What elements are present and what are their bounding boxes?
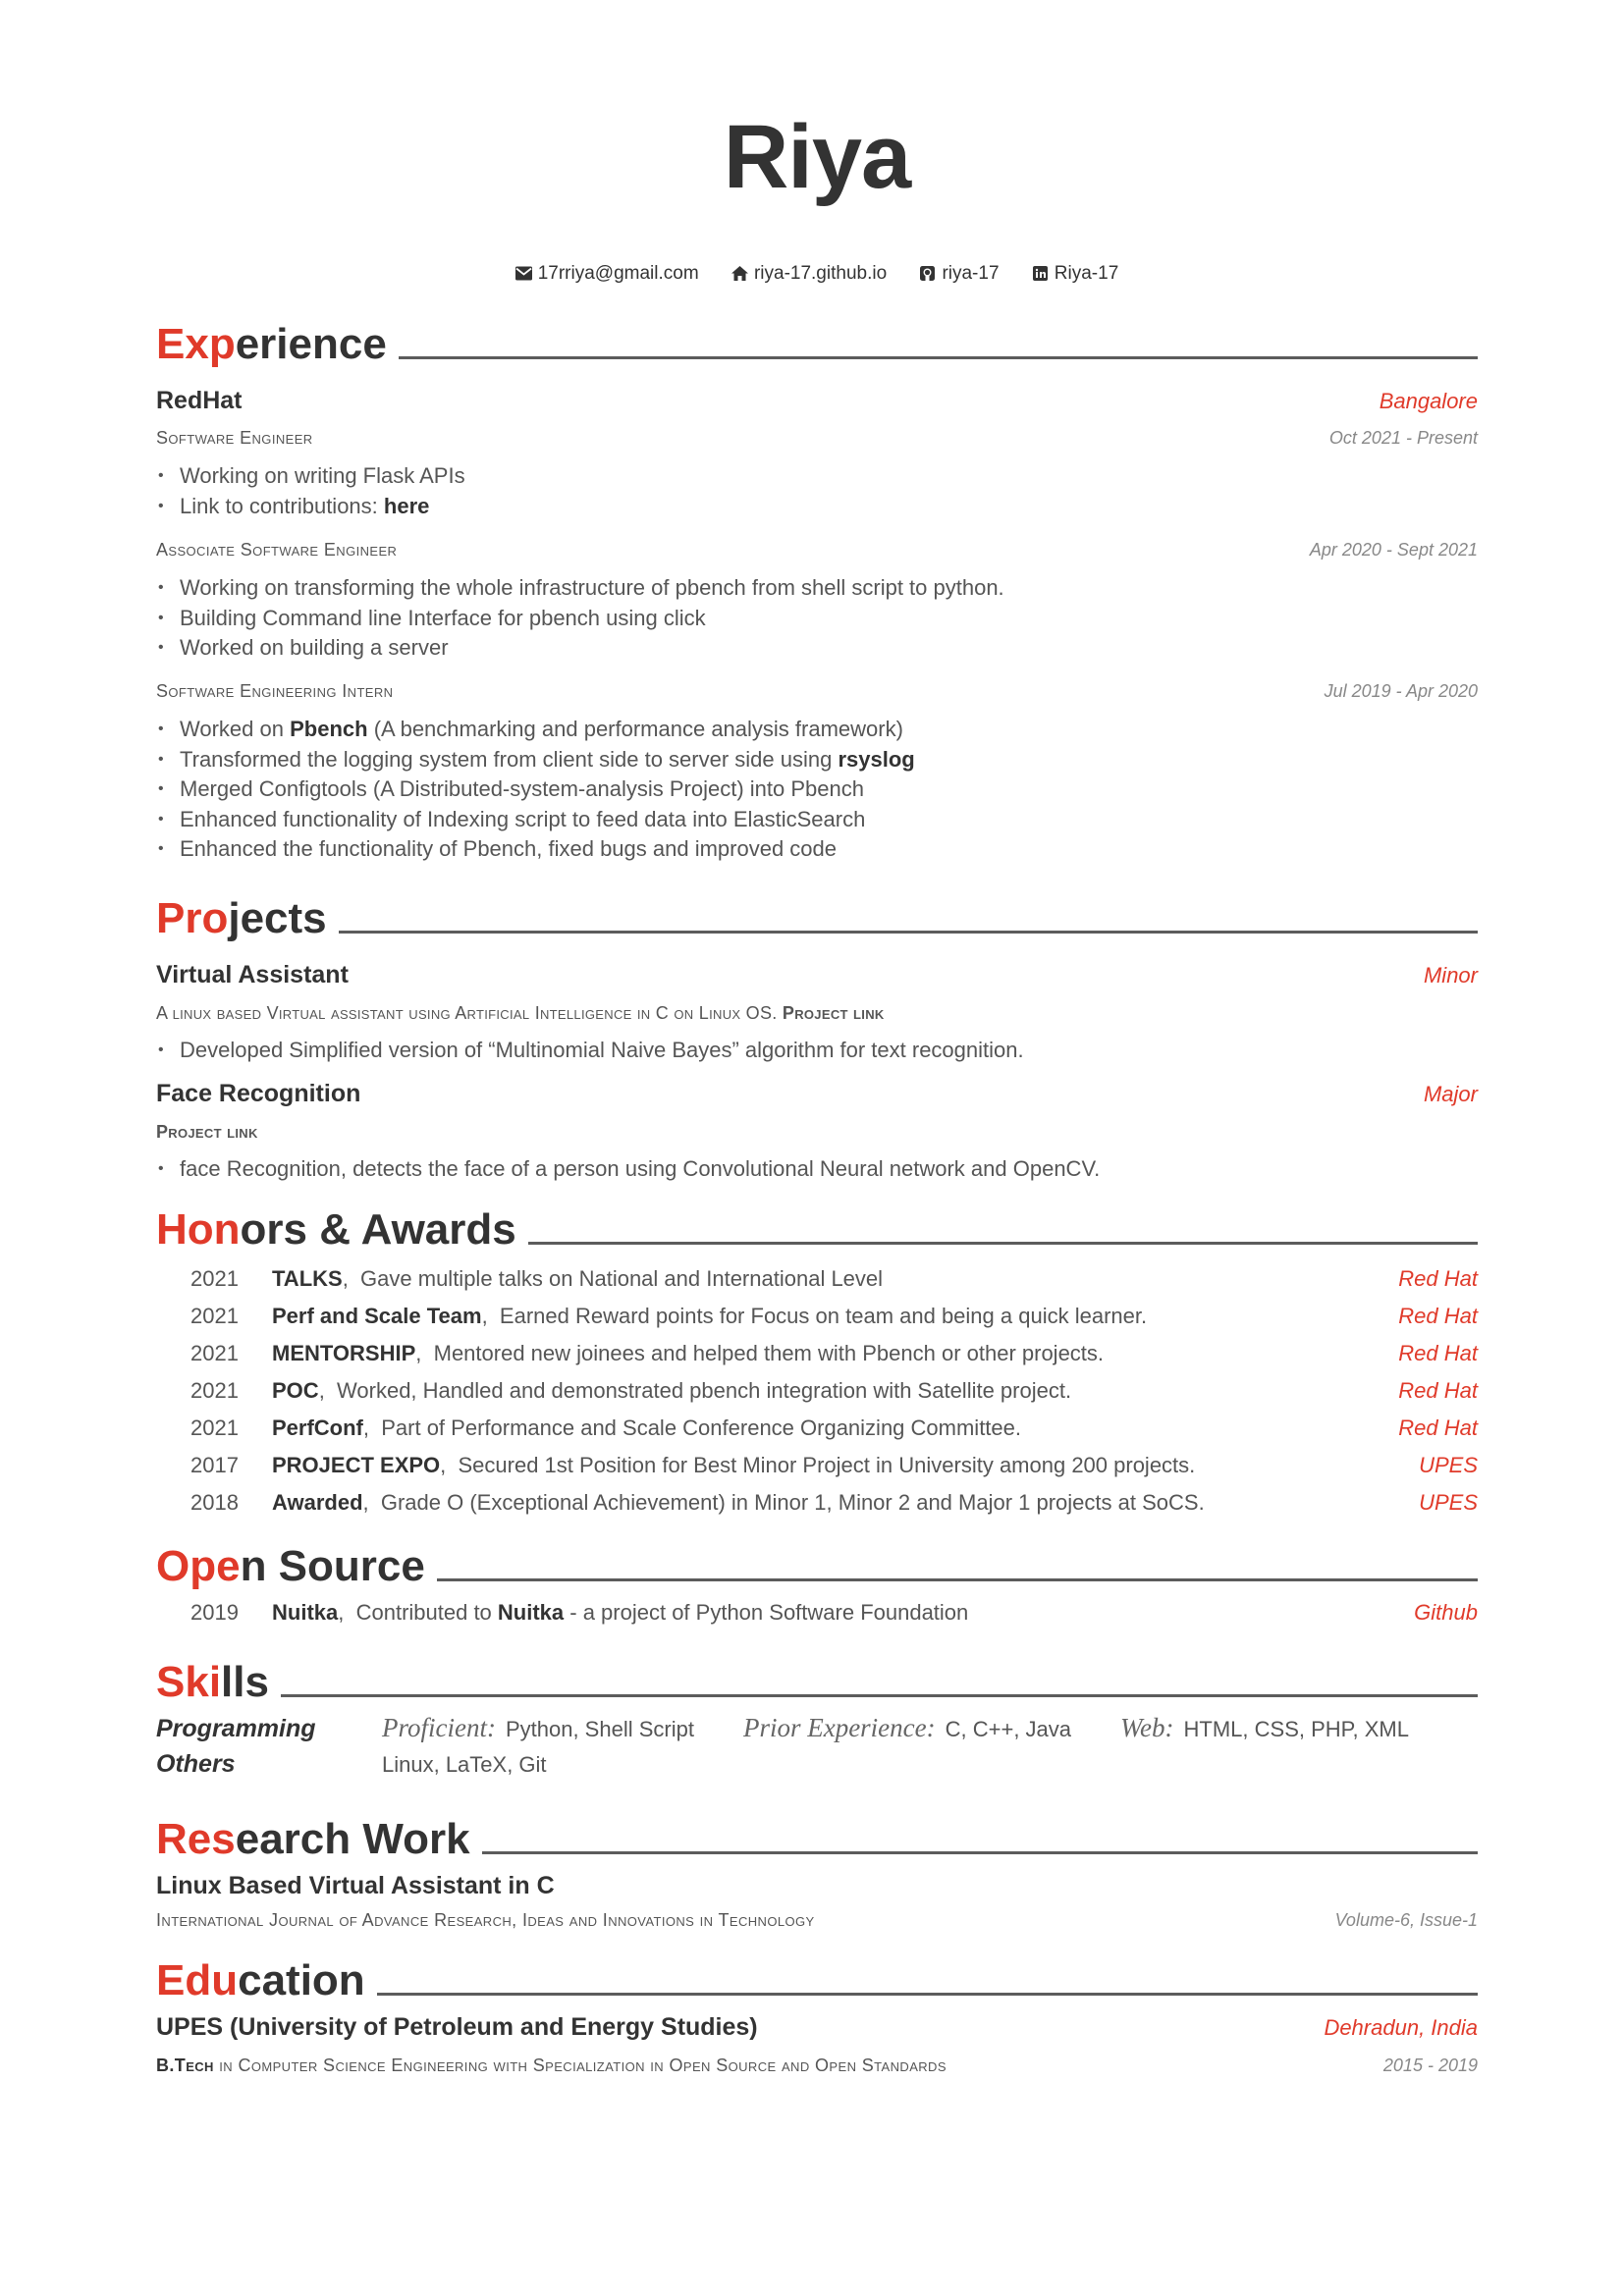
section-title-rest: ors & Awards: [240, 1205, 516, 1254]
honor-title: PerfConf: [272, 1415, 363, 1440]
honor-org: Red Hat: [1398, 1341, 1478, 1365]
bullet-bold: rsyslog: [838, 746, 915, 772]
honor-title: PROJECT EXPO: [272, 1453, 441, 1477]
honor-org: Red Hat: [1398, 1378, 1478, 1403]
degree: [156, 2056, 947, 2076]
skill-label: Proficient:: [382, 1713, 496, 1742]
honor-row: [156, 1378, 1478, 1404]
honor-title: TALKS: [272, 1266, 343, 1291]
honor-title: Perf and Scale Team: [272, 1304, 482, 1328]
role-bullets: [156, 715, 915, 865]
contact-website[interactable]: [731, 263, 887, 285]
skill-value: Linux, LaTeX, Git: [382, 1752, 547, 1777]
degree-name: B.Tech: [156, 2056, 214, 2075]
school-name: UPES (University of Petroleum and Energy Studies): [156, 2013, 758, 2041]
role-row: [156, 428, 1478, 449]
section-honors-title: [156, 1200, 1478, 1255]
school-location: Dehradun, India: [1324, 2015, 1478, 2040]
section-divider: [281, 1694, 1478, 1697]
opensource-desc-pre: Contributed to: [355, 1600, 498, 1625]
skill-category: Others: [156, 1750, 236, 1778]
honor-row: [156, 1415, 1478, 1441]
education-school-row: [156, 2013, 1478, 2042]
opensource-title: Nuitka: [272, 1600, 339, 1625]
bullet-text: Transformed the logging system from client side to server side using: [180, 746, 839, 772]
research-title-row: [156, 1872, 1478, 1900]
honor-year: 2021: [190, 1266, 239, 1291]
honor-desc: Worked, Handled and demonstrated pbench integration with Satellite project.: [337, 1378, 1072, 1403]
journal-name: International Journal of Advance Research, Ideas and Innovations in Technology: [156, 1910, 815, 1930]
honor-desc: Gave multiple talks on National and International Level: [360, 1266, 884, 1291]
honor-title: MENTORSHIP: [272, 1341, 416, 1365]
skill-value: HTML, CSS, PHP, XML: [1183, 1717, 1409, 1741]
honor-desc: Part of Performance and Scale Conference Organizing Committee.: [381, 1415, 1021, 1440]
github-icon: [919, 266, 936, 281]
project-row: [156, 961, 1478, 989]
project-bullets: [156, 1154, 1100, 1185]
honor-body: PerfConf, Part of Performance and Scale Conference Organizing Committee.: [272, 1415, 1021, 1440]
role-date: Apr 2020 - Sept 2021: [1309, 540, 1478, 560]
skill-label: Web:: [1120, 1713, 1174, 1742]
bullet-text: (A benchmarking and performance analysis framework): [367, 717, 903, 741]
bullet-text: Link to contributions:: [180, 493, 384, 518]
contact-github[interactable]: [919, 263, 999, 285]
section-education-title: [156, 1950, 1478, 2005]
section-title-highlight: Hon: [156, 1205, 241, 1254]
section-title-rest: erience: [235, 320, 387, 368]
honor-body: MENTORSHIP, Mentored new joinees and helped them with Pbench or other projects.: [272, 1341, 1105, 1365]
role-date: Oct 2021 - Present: [1328, 428, 1478, 448]
role-row: [156, 540, 1478, 561]
honor-year: 2021: [190, 1304, 239, 1328]
role-title: Software Engineer: [156, 428, 313, 448]
bullet-item: • Building Command line Interface for pbench using click: [156, 604, 1004, 634]
section-title-highlight: Ope: [156, 1542, 241, 1590]
education-degree-row: [156, 2056, 1478, 2076]
opensource-year: 2019: [190, 1600, 239, 1625]
section-title-rest: jects: [228, 894, 327, 942]
contact-github-text: riya-17: [942, 263, 1000, 284]
bullet-item: • Merged Configtools (A Distributed-system-analysis Project) into Pbench: [156, 774, 915, 805]
bullet-item: • Developed Simplified version of “Multinomial Naive Bayes” algorithm for text recognition.: [156, 1036, 1024, 1066]
honor-body: TALKS, Gave multiple talks on National and International Level: [272, 1266, 884, 1291]
bullet-item: [156, 715, 915, 745]
section-title-rest: lls: [221, 1658, 269, 1706]
opensource-org: Github: [1414, 1600, 1478, 1625]
honor-body: Awarded, Grade O (Exceptional Achievement) in Minor 1, Minor 2 and Major 1 projects at SoCS.: [272, 1490, 1205, 1515]
section-title-rest: earch Work: [235, 1815, 470, 1863]
bullet-item: [156, 492, 465, 522]
role-row: [156, 681, 1478, 702]
role-date: Jul 2019 - Apr 2020: [1324, 681, 1478, 701]
honor-body: POC, Worked, Handled and demonstrated pbench integration with Satellite project.: [272, 1378, 1072, 1403]
honor-desc: Mentored new joinees and helped them with Pbench or other projects.: [433, 1341, 1105, 1365]
company-name: RedHat: [156, 387, 243, 414]
section-title-highlight: Ski: [156, 1658, 222, 1706]
project-link[interactable]: Project link: [782, 1003, 885, 1023]
honor-org: Red Hat: [1398, 1415, 1478, 1440]
project-tag: Major: [1423, 1082, 1478, 1106]
honor-year: 2021: [190, 1378, 239, 1403]
opensource-desc-bold: Nuitka: [497, 1600, 565, 1625]
honor-body: PROJECT EXPO, Secured 1st Position for Best Minor Project in University among 200 projects.: [272, 1453, 1196, 1477]
section-title-highlight: Pro: [156, 894, 229, 942]
project-name: Face Recognition: [156, 1080, 361, 1107]
contact-linkedin[interactable]: [1032, 263, 1118, 285]
paper-title: Linux Based Virtual Assistant in C: [156, 1872, 555, 1899]
opensource-desc-post: - a project of Python Software Foundation: [564, 1600, 969, 1625]
honor-org: UPES: [1419, 1453, 1478, 1477]
skill-value: C, C++, Java: [945, 1717, 1072, 1741]
section-divider: [482, 1851, 1478, 1854]
bullet-item: • Working on writing Flask APIs: [156, 461, 465, 492]
honor-title: Awarded: [272, 1490, 363, 1515]
journal-volume: Volume-6, Issue-1: [1334, 1910, 1478, 1930]
bullet-item: • Enhanced functionality of Indexing script to feed data into ElasticSearch: [156, 805, 915, 835]
section-experience-title: [156, 314, 1478, 369]
role-title: Associate Software Engineer: [156, 540, 398, 560]
section-title-highlight: Res: [156, 1815, 236, 1863]
honor-org: Red Hat: [1398, 1304, 1478, 1328]
honor-org: Red Hat: [1398, 1266, 1478, 1291]
opensource-body: Nuitka, Contributed to Nuitka - a project of Python Software Foundation: [272, 1600, 969, 1625]
skill-category: Programming: [156, 1715, 316, 1742]
home-icon: [731, 266, 748, 281]
contact-linkedin-text: Riya-17: [1054, 263, 1119, 284]
degree-detail: in Computer Science Engineering with Specialization in Open Source and Open Standards: [213, 2056, 947, 2075]
section-divider: [399, 356, 1478, 359]
project-desc-row: [156, 1003, 1478, 1024]
section-divider: [437, 1578, 1478, 1581]
project-description: [156, 1003, 885, 1024]
section-divider: [377, 1993, 1478, 1996]
section-projects-title: [156, 888, 1478, 943]
skill-row-programming: [156, 1713, 1409, 1743]
honor-title: POC: [272, 1378, 319, 1403]
project-link[interactable]: Project link: [156, 1122, 258, 1142]
section-divider: [528, 1242, 1478, 1245]
project-tag: Minor: [1423, 963, 1478, 988]
bullet-item: • Enhanced the functionality of Pbench, fixed bugs and improved code: [156, 834, 915, 865]
skill-row-others: [156, 1750, 596, 1779]
section-title-highlight: Exp: [156, 320, 236, 368]
bullet-bold: Pbench: [290, 717, 368, 741]
bullet-item: [156, 745, 915, 775]
section-opensource-title: [156, 1536, 1478, 1591]
honor-year: 2021: [190, 1415, 239, 1440]
company-location: Bangalore: [1379, 389, 1478, 413]
research-journal-row: [156, 1910, 1478, 1931]
project-row: [156, 1080, 1478, 1108]
skill-label: Prior Experience:: [742, 1713, 936, 1742]
honor-year: 2017: [190, 1453, 239, 1477]
section-title-rest: n Source: [240, 1542, 425, 1590]
honor-row: [156, 1266, 1478, 1292]
role-bullets: [156, 573, 1004, 664]
contact-email-text: 17rriya@gmail.com: [537, 263, 699, 284]
contact-website-text: riya-17.github.io: [753, 263, 888, 284]
honor-desc: Secured 1st Position for Best Minor Project in University among 200 projects.: [458, 1453, 1196, 1477]
linkedin-icon: [1032, 266, 1049, 281]
section-title-highlight: Edu: [156, 1956, 239, 2004]
honor-row: [156, 1341, 1478, 1366]
honor-desc: Earned Reward points for Focus on team and being a quick learner.: [499, 1304, 1148, 1328]
section-title-rest: cation: [238, 1956, 365, 2004]
project-bullets: [156, 1036, 1024, 1066]
section-divider: [339, 931, 1478, 934]
experience-company-row: [156, 387, 1478, 415]
honor-org: UPES: [1419, 1490, 1478, 1515]
honor-row: [156, 1453, 1478, 1478]
candidate-name: Riya: [723, 107, 911, 207]
section-research-title: [156, 1809, 1478, 1864]
honor-row: [156, 1490, 1478, 1516]
project-description-text: A linux based Virtual assistant using Artificial Intelligence in C on Linux OS.: [156, 1003, 778, 1023]
honor-year: 2018: [190, 1490, 239, 1515]
honor-body: Perf and Scale Team, Earned Reward points for Focus on team and being a quick learner.: [272, 1304, 1148, 1328]
honor-desc: Grade O (Exceptional Achievement) in Minor 1, Minor 2 and Major 1 projects at SoCS.: [380, 1490, 1205, 1515]
project-desc-row: [156, 1122, 1478, 1143]
project-description: [156, 1122, 258, 1143]
bullet-item: • face Recognition, detects the face of a person using Convolutional Neural network and OpenCV.: [156, 1154, 1100, 1185]
section-skills-title: [156, 1652, 1478, 1707]
contact-email[interactable]: [515, 263, 699, 285]
education-years: 2015 - 2019: [1382, 2056, 1478, 2075]
bullet-item: • Worked on building a server: [156, 633, 1004, 664]
project-name: Virtual Assistant: [156, 961, 349, 988]
role-title: Software Engineering Intern: [156, 681, 394, 701]
honor-row: [156, 1304, 1478, 1329]
bullet-text: Worked on: [180, 717, 291, 741]
opensource-row: [156, 1600, 1478, 1626]
skill-value: Python, Shell Script: [505, 1717, 694, 1741]
role-bullets: [156, 461, 465, 521]
envelope-icon: [515, 266, 532, 281]
bullet-item: • Working on transforming the whole infrastructure of pbench from shell script to python.: [156, 573, 1004, 604]
honor-year: 2021: [190, 1341, 239, 1365]
contact-bar: [156, 263, 1478, 285]
contributions-link[interactable]: here: [383, 493, 430, 518]
